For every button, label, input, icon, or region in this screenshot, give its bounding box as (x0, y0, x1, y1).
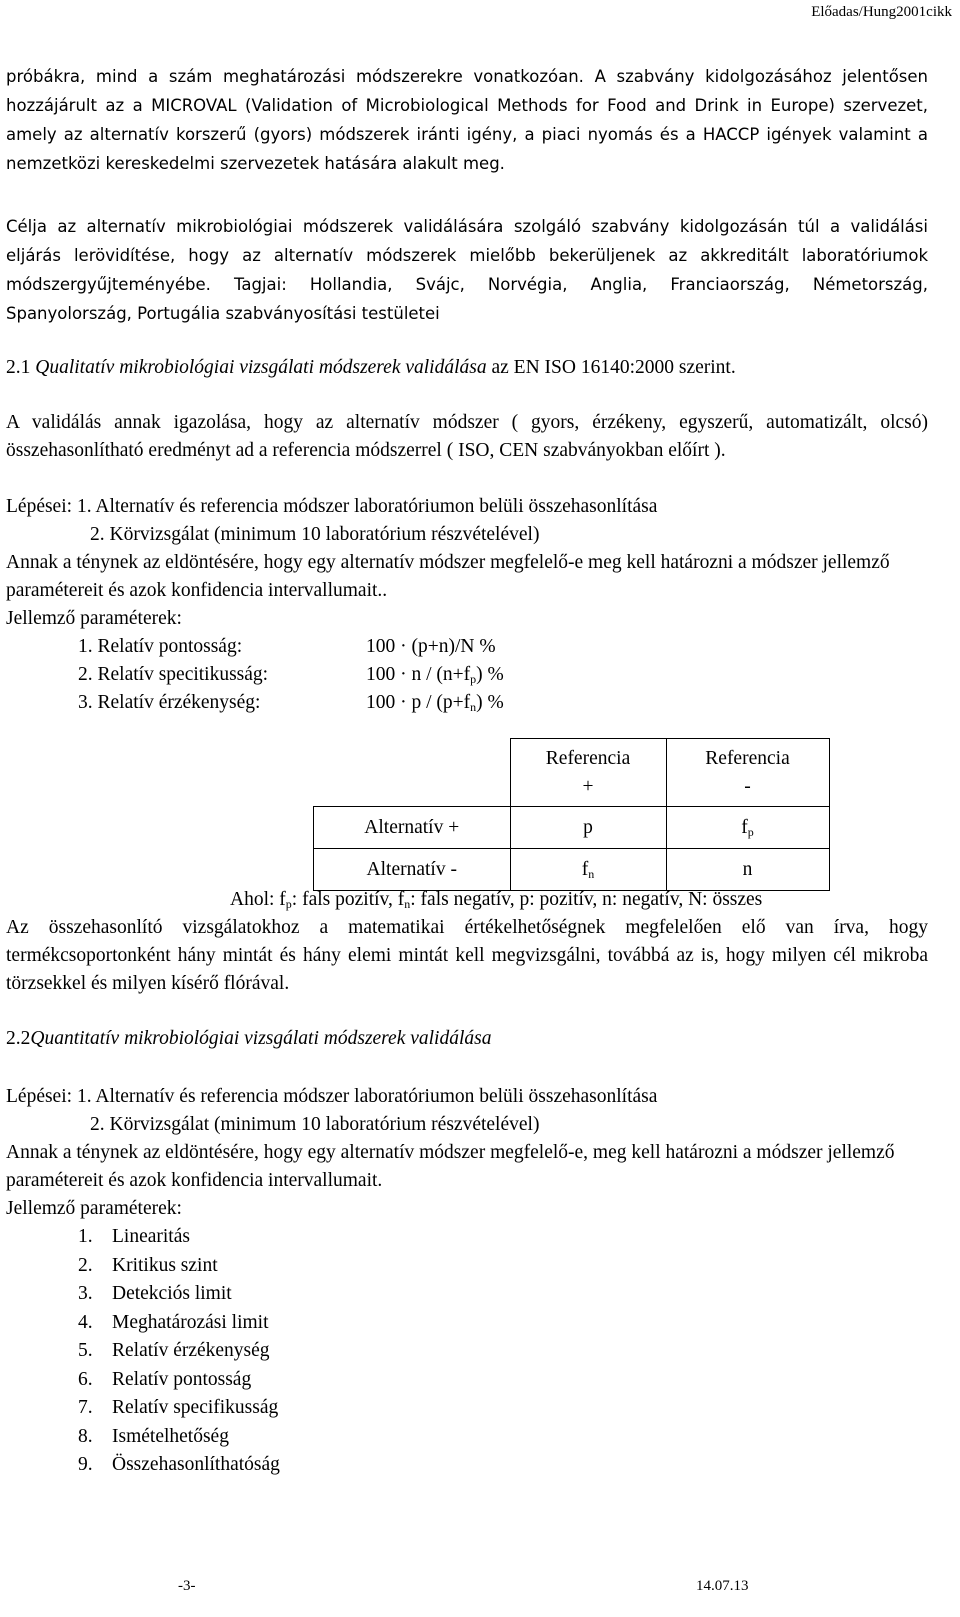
step-2: 2. Körvizsgálat (minimum 10 laboratórium részvételével) (90, 524, 540, 545)
table-cell: p (510, 807, 666, 849)
contingency-table (313, 738, 830, 891)
param-row (78, 661, 504, 689)
comparison-note: Az összehasonlító vizsgálatokhoz a matematikai értékelhetőségnek megfelelően elő van írva, hogy termékcsoportonként hány mintát és hány elemi mintát kell megvizsgálni, továbbá az is, hogy milyen cél mikroba törzsekkel és milyen kísérő flórával. (6, 917, 928, 994)
list-item: 7. Relatív specifikusság (78, 1397, 279, 1418)
param-row (78, 633, 496, 661)
validation-definition: A validálás annak igazolása, hogy az alternatív módszer ( gyors, érzékeny, egyszerű, automatizált, olcsó) összehasonlítható eredményt ad a referencia módszerrel ( ISO, CEN szabványokban előírt ). (6, 412, 928, 461)
param-formula: 100 · p / (p+f (366, 692, 471, 713)
header-reference: Előadas/Hung2001cikk (811, 4, 952, 20)
param-name: 2. Relatív specitikusság: (78, 664, 269, 685)
params-label: Jellemző paraméterek: (6, 608, 182, 629)
table-cell: $f_p$ (666, 807, 829, 849)
step-2: 2. Körvizsgálat (minimum 10 laboratórium részvételével) (90, 1114, 540, 1135)
list-item: 8. Ismételhetőség (78, 1425, 229, 1447)
section-number: 2.2 (6, 1028, 31, 1049)
table-row-label: Alternatív - (314, 849, 511, 891)
table-header-ref-plus: Referencia + (510, 739, 666, 807)
param-formula-end: ) % (476, 664, 504, 685)
steps-label: Lépései: (6, 1086, 73, 1107)
section-title: Qualitatív mikrobiológiai vizsgálati módszerek validálása (35, 357, 487, 378)
list-item: 4. Meghatározási limit (78, 1311, 269, 1333)
table-header-ref-minus: Referencia - (666, 739, 829, 807)
table-cell: $f_n$ (510, 849, 666, 891)
parameter-list (78, 1223, 280, 1480)
param-row (78, 689, 504, 717)
list-item: 9. Összehasonlíthatóság (78, 1454, 280, 1475)
param-formula: 100 · n / (n+f (366, 664, 471, 685)
param-name: 3. Relatív érzékenység: (78, 692, 261, 713)
decision-text: Annak a ténynek az eldöntésére, hogy egy alternatív módszer megfelelő-e, meg kell határozni a módszer jellemző paramétereit és azok konfidencia intervallumait. (6, 1142, 895, 1191)
section-number: 2.1 (6, 357, 31, 378)
intro-paragraph-1: próbákra, mind a szám meghatározási módszerekre vonatkozóan. A szabvány kidolgozásához jelentősen hozzájárult az a MICROVAL (Validation of Microbiological Methods for Food and Drink in Europe) szervezet, amely az alternatív korszerű (gyors) módszerek iránti igény, a piaci nyomás és a HACCP igények valamint a nemzetközi kereskedelmi szervezetek hatására alakult meg. (6, 67, 928, 173)
steps-line-1 (6, 493, 928, 521)
section-2-1-heading (6, 354, 928, 382)
param-name: 1. Relatív pontosság: (78, 636, 243, 657)
step-1: 1. Alternatív és referencia módszer laboratóriumon belüli összehasonlítása (76, 496, 658, 517)
footer-date: 14.07.13 (696, 1578, 749, 1594)
list-item: 2. Kritikus szint (78, 1254, 218, 1276)
steps-label: Lépései: (6, 496, 73, 517)
table-row (314, 849, 830, 891)
table-row-label: Alternatív + (314, 807, 511, 849)
table-header-row (314, 739, 830, 807)
param-formula: 100 · (p+n)/N % (366, 636, 496, 657)
table-row (314, 807, 830, 849)
section-2-2-heading (6, 1025, 928, 1053)
list-item: 3. Detekciós limit (78, 1283, 232, 1304)
steps-line-1 (6, 1083, 928, 1111)
section-title: Quantitatív mikrobiológiai vizsgálati módszerek validálása (30, 1028, 492, 1049)
list-item: 1. Linearitás (78, 1226, 190, 1247)
intro-paragraph-2: Célja az alternatív mikrobiológiai módszerek validálására szolgáló szabvány kidolgozásán túl a validálási eljárás lerövidítése, hogy az alternatív módszerek mielőbb bekerüljenek az akkreditált laboratóriumok módszergyűjteményébe. Tagjai: Hollandia, Svájc, Norvégia, Anglia, Franciaország, Németország, Spanyolország, Portugália szabványosítási testületei (6, 217, 928, 323)
list-item: 6. Relatív pontosság (78, 1368, 252, 1390)
decision-text: Annak a ténynek az eldöntésére, hogy egy alternatív módszer megfelelő-e meg kell határozni a módszer jellemző paramétereit és azok konfidencia intervallumait.. (6, 552, 890, 601)
footer-page-number: -3- (178, 1578, 196, 1594)
table-cell: n (666, 849, 829, 891)
list-item: 5. Relatív érzékenység (78, 1340, 270, 1361)
param-formula-subscript: n (470, 700, 477, 714)
param-formula-subscript: p (470, 672, 477, 686)
param-formula-end: ) % (476, 692, 504, 713)
step-1: 1. Alternatív és referencia módszer laboratóriumon belüli összehasonlítása (76, 1086, 658, 1107)
params-label: Jellemző paraméterek: (6, 1198, 182, 1219)
table-legend: Ahol: $f_p$: fals pozitív, $f_n$: fals negatív, p: pozitív, n: negatív, N: összes (230, 889, 763, 911)
section-title-suffix: az EN ISO 16140:2000 szerint. (491, 357, 736, 378)
